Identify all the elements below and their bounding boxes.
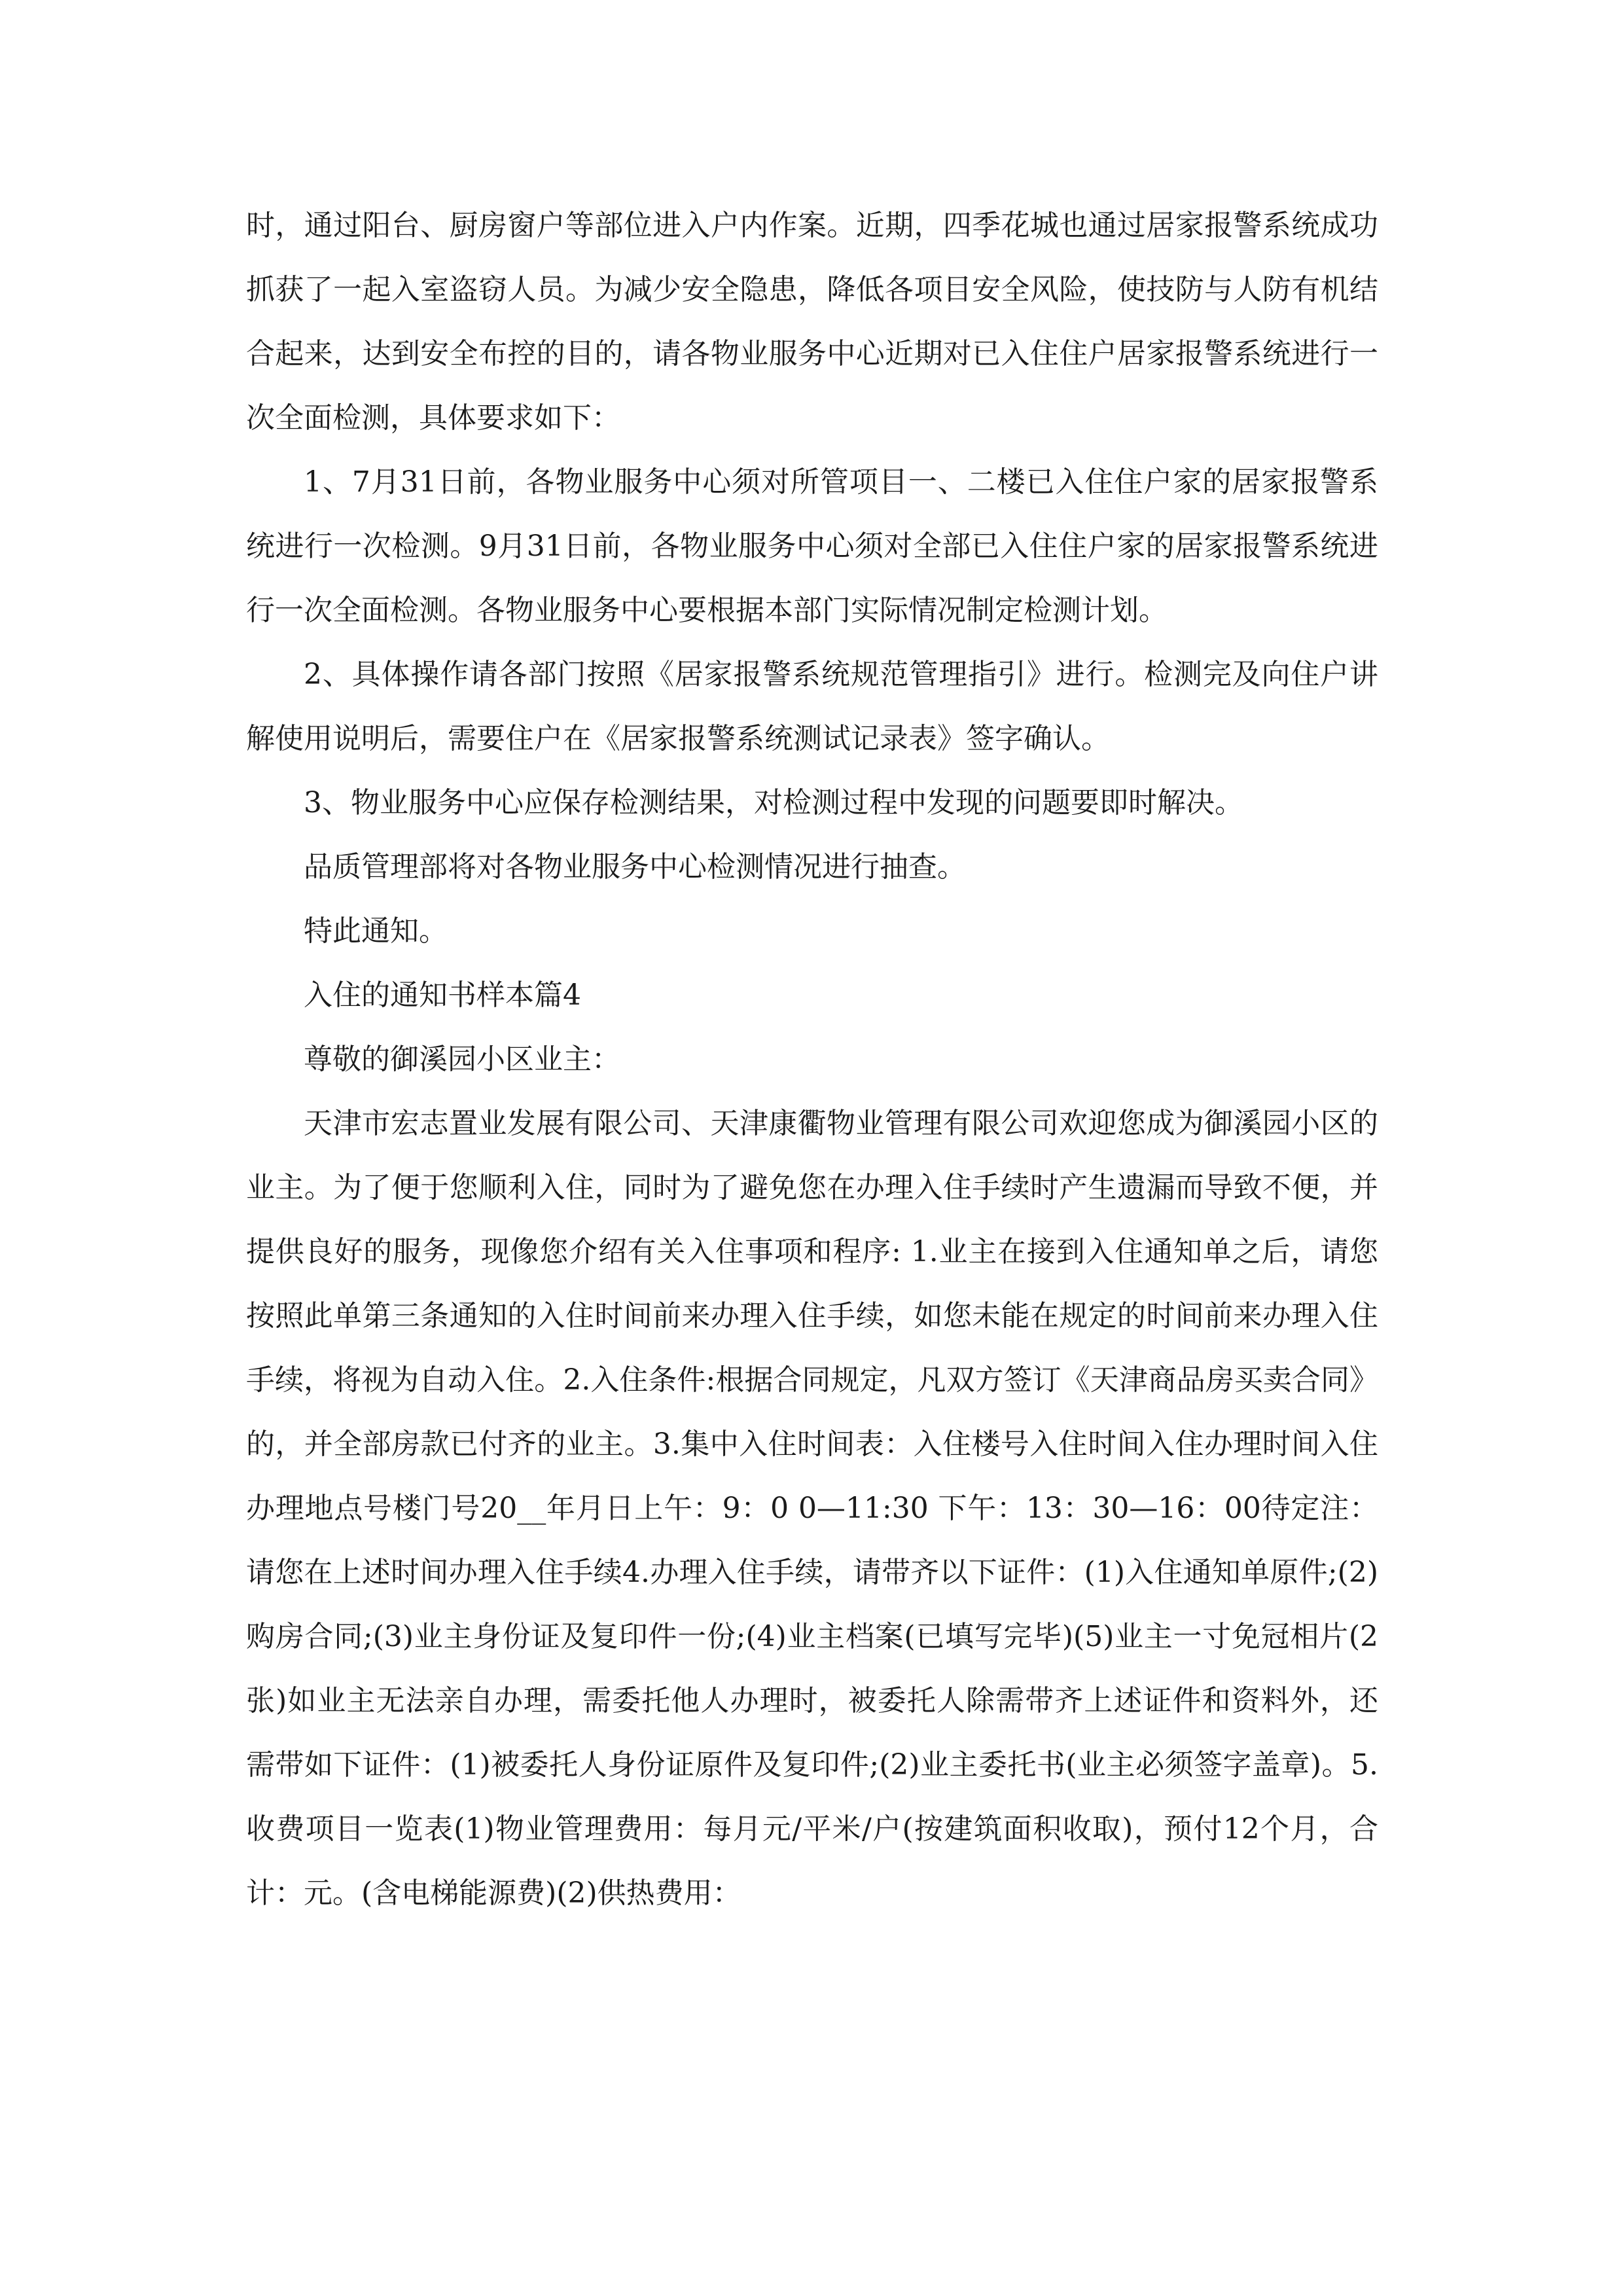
- paragraph-item-1: 1、7月31日前，各物业服务中心须对所管项目一、二楼已入住住户家的居家报警系统进行一次检测。9月31日前，各物业服务中心须对全部已入住住户家的居家报警系统进行一次全面检测。各物业服务中心要根据本部门实际情况制定检测计划。: [246, 465, 1378, 627]
- document-body: [246, 194, 1378, 1926]
- paragraph-item-3: 3、物业服务中心应保存检测结果，对检测过程中发现的问题要即时解决。: [304, 786, 1243, 819]
- paragraph-continuation: 时，通过阳台、厨房窗户等部位进入户内作案。近期，四季花城也通过居家报警系统成功抓获了一起入室盗窃人员。为减少安全隐患，降低各项目安全风险，使技防与人防有机结合起来，达到安全布控的目的，请各物业服务中心近期对已入住住户居家报警系统进行一次全面检测，具体要求如下：: [246, 209, 1378, 435]
- paragraph-item-2: 2、具体操作请各部门按照《居家报警系统规范管理指引》进行。检测完及向住户讲解使用说明后，需要住户在《居家报警系统测试记录表》签字确认。: [246, 658, 1378, 755]
- paragraph-closing: 特此通知。: [304, 914, 448, 948]
- paragraph-quality-check: 品质管理部将对各物业服务中心检测情况进行抽查。: [304, 850, 966, 884]
- section-heading: 入住的通知书样本篇4: [304, 978, 581, 1012]
- salutation: 尊敬的御溪园小区业主：: [304, 1043, 620, 1076]
- paragraph-main-notice: 天津市宏志置业发展有限公司、天津康衢物业管理有限公司欢迎您成为御溪园小区的业主。为了便于您顺利入住，同时为了避免您在办理入住手续时产生遗漏而导致不便，并提供良好的服务，现像您介绍有关入住事项和程序: 1.业主在接到入住通知单之后，请您按照此单第三条通知的入住时间前来办理入住手续，如您未能在规定的时间前来办理入住手续，将视为自动入住。2.入住条件:根据合同规定，凡双方签订《天津商品房买卖合同》的，并全部房款已付齐的业主。3.集中入住时间表：入住楼号入住时间入住办理时间入住办理地点号楼门号20__年月日上午：9：0 0—11:30 下午：13：30—16：00待定注：请您在上述时间办理入住手续4.办理入住手续，请带齐以下证件：(1)入住通知单原件;(2)购房合同;(3)业主身份证及复印件一份;(4)业主档案(已填写完毕)(5)业主一寸免冠相片(2张)如业主无法亲自办理，需委托他人办理时，被委托人除需带齐上述证件和资料外，还需带如下证件：(1)被委托人身份证原件及复印件;(2)业主委托书(业主必须签字盖章)。5.收费项目一览表(1)物业管理费用：每月元/平米/户(按建筑面积收取)，预付12个月，合计：元。(含电梯能源费)(2)供热费用：: [246, 1107, 1378, 1910]
